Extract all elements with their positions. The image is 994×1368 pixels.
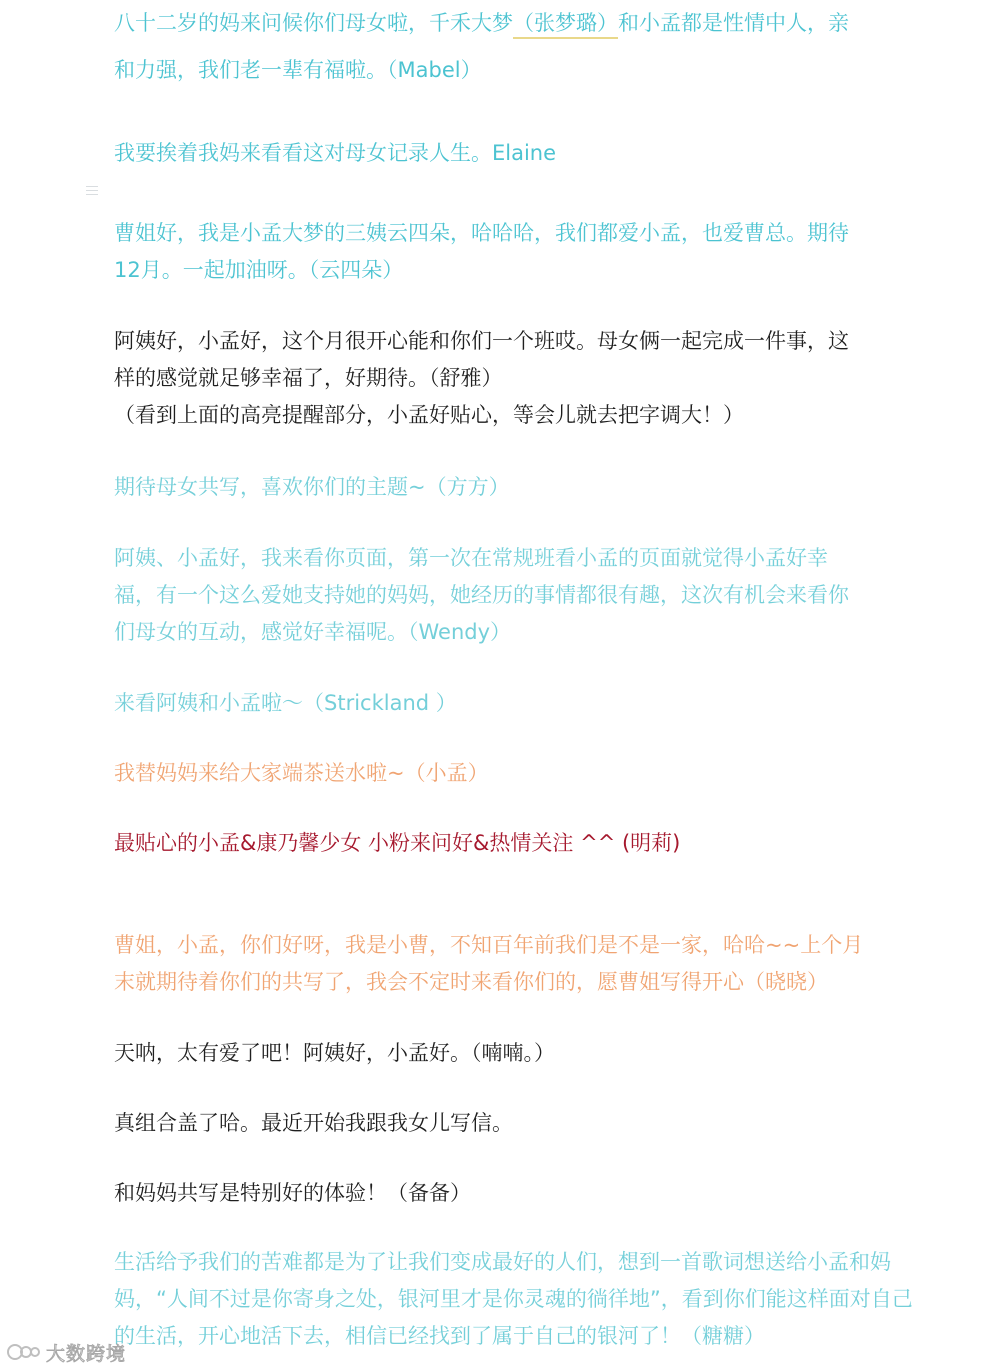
comment-xiaomeng bbox=[114, 755, 934, 792]
comment-shuya bbox=[114, 323, 934, 434]
comment-text: 福，有一个这么爱她支持她的妈妈，她经历的事情都很有趣，这次有机会来看你 bbox=[114, 583, 849, 607]
comment-text: 样的感觉就足够幸福了，好期待。（舒雅） bbox=[114, 366, 503, 390]
comment-text: 八十二岁的妈来问候你们母女啦，千禾大梦 bbox=[114, 11, 513, 35]
comment-elaine bbox=[114, 135, 934, 172]
comment-fangfang bbox=[114, 469, 934, 506]
brand-logo-icon bbox=[6, 1342, 42, 1362]
comment-text: 末就期待着你们的共写了，我会不定时来看你们的，愿曹姐写得开心（晓晓） bbox=[114, 970, 828, 994]
comment-text: 和力强，我们老一辈有福啦。（Mabel） bbox=[114, 58, 482, 82]
comment-text: 和妈妈共写是特别好的体验！（备备） bbox=[114, 1181, 471, 1205]
comment-letter bbox=[114, 1105, 934, 1142]
comment-nannan bbox=[114, 1035, 934, 1072]
comment-yunsiduo bbox=[114, 215, 934, 289]
comment-xiaoxiao bbox=[114, 927, 934, 1001]
watermark-text: 大数跨境 bbox=[46, 1342, 127, 1365]
comment-text: 曹姐好，我是小孟大梦的三姨云四朵，哈哈哈，我们都爱小孟，也爱曹总。期待 bbox=[114, 221, 849, 245]
comment-text: 天呐，太有爱了吧！阿姨好，小孟好。（喃喃。） bbox=[114, 1041, 555, 1065]
comment-strickland bbox=[114, 685, 934, 722]
comment-text: 们母女的互动，感觉好幸福呢。（Wendy） bbox=[114, 620, 512, 644]
comment-mingli bbox=[114, 825, 934, 862]
comment-mabel bbox=[114, 5, 934, 89]
highlighted-name: （张梦璐） bbox=[513, 11, 618, 39]
comment-text: 真组合盖了哈。最近开始我跟我女儿写信。 bbox=[114, 1111, 513, 1135]
watermark bbox=[6, 1340, 126, 1364]
comment-tangtang bbox=[114, 1244, 934, 1355]
menu-icon bbox=[86, 186, 98, 198]
comment-text: 12月。一起加油呀。（云四朵） bbox=[114, 258, 404, 282]
comment-text: 最贴心的小孟&康乃馨少女 小粉来问好&热情关注 ^^ (明莉) bbox=[114, 831, 681, 855]
comment-text: 的生活，开心地活下去，相信已经找到了属于自己的银河了！（糖糖） bbox=[114, 1324, 765, 1348]
comment-text: 阿姨好，小孟好，这个月很开心能和你们一个班哎。母女俩一起完成一件事，这 bbox=[114, 329, 849, 353]
comment-wendy bbox=[114, 540, 934, 651]
comment-text: 期待母女共写，喜欢你们的主题~（方方） bbox=[114, 475, 510, 499]
comment-text: 我要挨着我妈来看看这对母女记录人生。Elaine bbox=[114, 141, 557, 165]
comment-text: （看到上面的高亮提醒部分，小孟好贴心，等会儿就去把字调大！） bbox=[114, 403, 744, 427]
comment-text: 来看阿姨和小孟啦～（Strickland ） bbox=[114, 691, 457, 715]
comment-text: 生活给予我们的苦难都是为了让我们变成最好的人们，想到一首歌词想送给小孟和妈 bbox=[114, 1250, 891, 1274]
comment-text: 我替妈妈来给大家端茶送水啦~（小孟） bbox=[114, 761, 489, 785]
comment-beibei bbox=[114, 1175, 934, 1212]
comment-text: 曹姐，小孟，你们好呀，我是小曹，不知百年前我们是不是一家，哈哈~~上个月 bbox=[114, 933, 864, 957]
comment-text: 阿姨、小孟好，我来看你页面，第一次在常规班看小孟的页面就觉得小孟好幸 bbox=[114, 546, 828, 570]
comment-text: 和小孟都是性情中人，亲 bbox=[618, 11, 849, 35]
comment-text: 妈，“人间不过是你寄身之处，银河里才是你灵魂的徜徉地”，看到你们能这样面对自己 bbox=[114, 1287, 913, 1311]
